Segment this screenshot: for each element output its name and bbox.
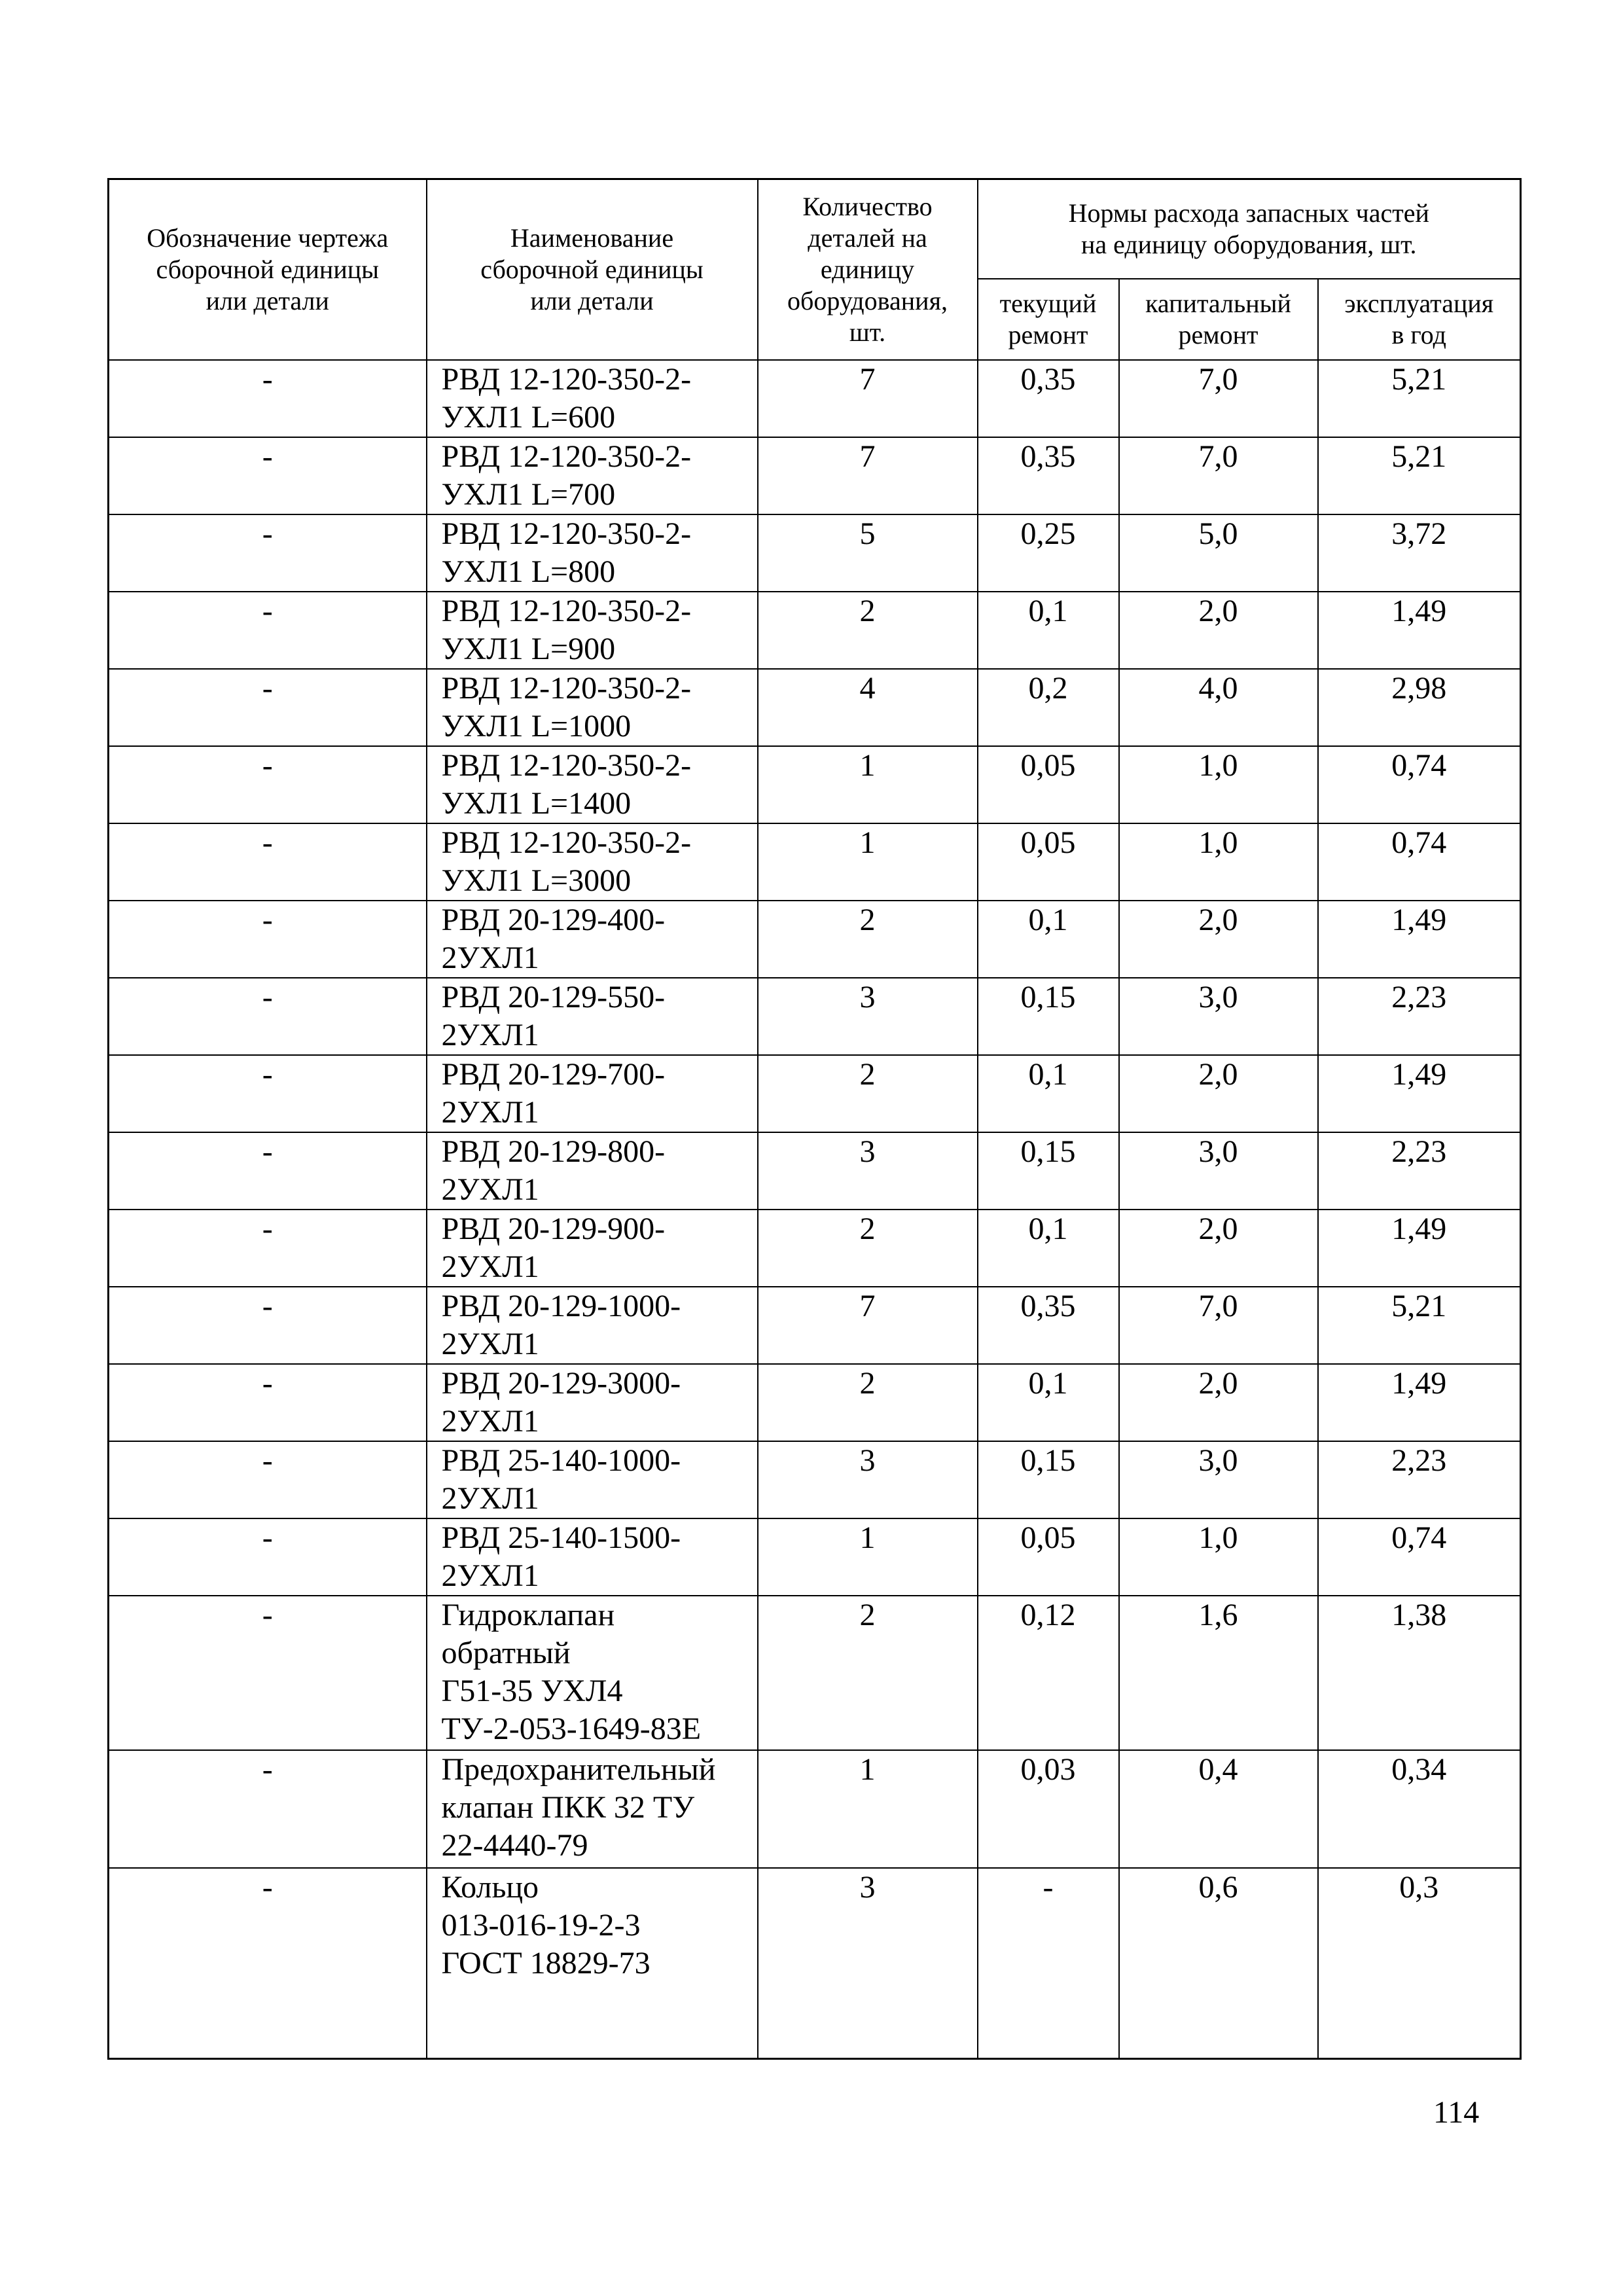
table-row bbox=[109, 823, 1521, 901]
quantity-cell: 3 bbox=[758, 1441, 978, 1518]
quantity-cell: 7 bbox=[758, 360, 978, 437]
spare-parts-table bbox=[107, 178, 1522, 2060]
table-row bbox=[109, 901, 1521, 978]
table-row bbox=[109, 1210, 1521, 1287]
current-repair-cell: 0,15 bbox=[978, 978, 1119, 1055]
name-cell: РВД 20-129-3000- 2УХЛ1 bbox=[427, 1364, 758, 1441]
capital-repair-cell: 5,0 bbox=[1119, 514, 1318, 592]
quantity-cell: 2 bbox=[758, 1210, 978, 1287]
capital-repair-cell: 7,0 bbox=[1119, 360, 1318, 437]
header-assembly-name: Наименование сборочной единицы или детали bbox=[427, 179, 758, 360]
table-row bbox=[109, 1750, 1521, 1868]
quantity-cell: 1 bbox=[758, 823, 978, 901]
capital-repair-cell: 3,0 bbox=[1119, 1441, 1318, 1518]
name-cell: РВД 12-120-350-2- УХЛ1 L=1000 bbox=[427, 669, 758, 746]
capital-repair-cell: 2,0 bbox=[1119, 901, 1318, 978]
operation-cell: 5,21 bbox=[1318, 437, 1521, 514]
operation-cell: 0,3 bbox=[1318, 1868, 1521, 2059]
drawing-cell: - bbox=[109, 901, 427, 978]
name-cell: Гидроклапан обратный Г51-35 УХЛ4 ТУ-2-053-1649-83Е bbox=[427, 1596, 758, 1750]
name-cell: РВД 20-129-700- 2УХЛ1 bbox=[427, 1055, 758, 1132]
name-cell: РВД 20-129-900- 2УХЛ1 bbox=[427, 1210, 758, 1287]
name-cell: РВД 12-120-350-2- УХЛ1 L=600 bbox=[427, 360, 758, 437]
current-repair-cell: 0,35 bbox=[978, 360, 1119, 437]
drawing-cell: - bbox=[109, 669, 427, 746]
name-cell: РВД 25-140-1000- 2УХЛ1 bbox=[427, 1441, 758, 1518]
drawing-cell: - bbox=[109, 437, 427, 514]
capital-repair-cell: 1,0 bbox=[1119, 823, 1318, 901]
operation-cell: 3,72 bbox=[1318, 514, 1521, 592]
current-repair-cell: 0,2 bbox=[978, 669, 1119, 746]
capital-repair-cell: 3,0 bbox=[1119, 978, 1318, 1055]
drawing-cell: - bbox=[109, 1596, 427, 1750]
name-cell: РВД 20-129-400- 2УХЛ1 bbox=[427, 901, 758, 978]
table-row bbox=[109, 1441, 1521, 1518]
quantity-cell: 1 bbox=[758, 1518, 978, 1596]
drawing-cell: - bbox=[109, 1518, 427, 1596]
capital-repair-cell: 3,0 bbox=[1119, 1132, 1318, 1210]
drawing-cell: - bbox=[109, 823, 427, 901]
current-repair-cell: 0,05 bbox=[978, 1518, 1119, 1596]
current-repair-cell: 0,35 bbox=[978, 437, 1119, 514]
capital-repair-cell: 2,0 bbox=[1119, 592, 1318, 669]
name-cell: Кольцо 013-016-19-2-3 ГОСТ 18829-73 bbox=[427, 1868, 758, 2059]
table-row bbox=[109, 1364, 1521, 1441]
header-quantity: Количество деталей на единицу оборудования, шт. bbox=[758, 179, 978, 360]
page-number: 114 bbox=[1433, 2095, 1480, 2130]
quantity-cell: 2 bbox=[758, 901, 978, 978]
table-row bbox=[109, 1518, 1521, 1596]
name-cell: РВД 20-129-550- 2УХЛ1 bbox=[427, 978, 758, 1055]
drawing-cell: - bbox=[109, 1132, 427, 1210]
operation-cell: 0,74 bbox=[1318, 746, 1521, 823]
quantity-cell: 5 bbox=[758, 514, 978, 592]
current-repair-cell: 0,15 bbox=[978, 1441, 1119, 1518]
capital-repair-cell: 2,0 bbox=[1119, 1364, 1318, 1441]
operation-cell: 1,49 bbox=[1318, 901, 1521, 978]
table-row bbox=[109, 514, 1521, 592]
capital-repair-cell: 2,0 bbox=[1119, 1210, 1318, 1287]
operation-cell: 1,38 bbox=[1318, 1596, 1521, 1750]
name-cell: РВД 12-120-350-2- УХЛ1 L=1400 bbox=[427, 746, 758, 823]
current-repair-cell: 0,03 bbox=[978, 1750, 1119, 1868]
header-operation-per-year: эксплуатация в год bbox=[1318, 279, 1521, 360]
capital-repair-cell: 1,6 bbox=[1119, 1596, 1318, 1750]
table-row bbox=[109, 1055, 1521, 1132]
quantity-cell: 1 bbox=[758, 1750, 978, 1868]
drawing-cell: - bbox=[109, 592, 427, 669]
quantity-cell: 4 bbox=[758, 669, 978, 746]
current-repair-cell: 0,1 bbox=[978, 1055, 1119, 1132]
drawing-cell: - bbox=[109, 1441, 427, 1518]
current-repair-cell: 0,25 bbox=[978, 514, 1119, 592]
capital-repair-cell: 0,6 bbox=[1119, 1868, 1318, 2059]
name-cell: РВД 20-129-1000- 2УХЛ1 bbox=[427, 1287, 758, 1364]
capital-repair-cell: 1,0 bbox=[1119, 746, 1318, 823]
drawing-cell: - bbox=[109, 1364, 427, 1441]
capital-repair-cell: 7,0 bbox=[1119, 1287, 1318, 1364]
capital-repair-cell: 4,0 bbox=[1119, 669, 1318, 746]
quantity-cell: 2 bbox=[758, 1055, 978, 1132]
operation-cell: 2,98 bbox=[1318, 669, 1521, 746]
table-row bbox=[109, 669, 1521, 746]
name-cell: РВД 12-120-350-2- УХЛ1 L=3000 bbox=[427, 823, 758, 901]
current-repair-cell: - bbox=[978, 1868, 1119, 2059]
operation-cell: 1,49 bbox=[1318, 1210, 1521, 1287]
drawing-cell: - bbox=[109, 1287, 427, 1364]
drawing-cell: - bbox=[109, 360, 427, 437]
table-row bbox=[109, 360, 1521, 437]
operation-cell: 0,34 bbox=[1318, 1750, 1521, 1868]
quantity-cell: 3 bbox=[758, 1868, 978, 2059]
table-row bbox=[109, 1596, 1521, 1750]
operation-cell: 2,23 bbox=[1318, 1441, 1521, 1518]
header-current-repair: текущий ремонт bbox=[978, 279, 1119, 360]
current-repair-cell: 0,1 bbox=[978, 592, 1119, 669]
header-drawing-designation: Обозначение чертежа сборочной единицы или детали bbox=[109, 179, 427, 360]
operation-cell: 1,49 bbox=[1318, 1055, 1521, 1132]
current-repair-cell: 0,1 bbox=[978, 1210, 1119, 1287]
current-repair-cell: 0,1 bbox=[978, 1364, 1119, 1441]
capital-repair-cell: 7,0 bbox=[1119, 437, 1318, 514]
operation-cell: 0,74 bbox=[1318, 823, 1521, 901]
operation-cell: 5,21 bbox=[1318, 360, 1521, 437]
quantity-cell: 7 bbox=[758, 437, 978, 514]
table-row bbox=[109, 1287, 1521, 1364]
name-cell: РВД 20-129-800- 2УХЛ1 bbox=[427, 1132, 758, 1210]
current-repair-cell: 0,15 bbox=[978, 1132, 1119, 1210]
table-row bbox=[109, 592, 1521, 669]
current-repair-cell: 0,12 bbox=[978, 1596, 1119, 1750]
name-cell: РВД 12-120-350-2- УХЛ1 L=800 bbox=[427, 514, 758, 592]
drawing-cell: - bbox=[109, 746, 427, 823]
operation-cell: 1,49 bbox=[1318, 1364, 1521, 1441]
name-cell: РВД 12-120-350-2- УХЛ1 L=900 bbox=[427, 592, 758, 669]
operation-cell: 2,23 bbox=[1318, 978, 1521, 1055]
operation-cell: 1,49 bbox=[1318, 592, 1521, 669]
operation-cell: 2,23 bbox=[1318, 1132, 1521, 1210]
current-repair-cell: 0,05 bbox=[978, 746, 1119, 823]
operation-cell: 0,74 bbox=[1318, 1518, 1521, 1596]
quantity-cell: 3 bbox=[758, 1132, 978, 1210]
drawing-cell: - bbox=[109, 514, 427, 592]
current-repair-cell: 0,1 bbox=[978, 901, 1119, 978]
quantity-cell: 2 bbox=[758, 592, 978, 669]
quantity-cell: 3 bbox=[758, 978, 978, 1055]
drawing-cell: - bbox=[109, 1868, 427, 2059]
table-row bbox=[109, 437, 1521, 514]
capital-repair-cell: 0,4 bbox=[1119, 1750, 1318, 1868]
drawing-cell: - bbox=[109, 1750, 427, 1868]
quantity-cell: 2 bbox=[758, 1596, 978, 1750]
header-consumption-norms: Нормы расхода запасных частей на единицу оборудования, шт. bbox=[978, 179, 1521, 279]
current-repair-cell: 0,35 bbox=[978, 1287, 1119, 1364]
capital-repair-cell: 1,0 bbox=[1119, 1518, 1318, 1596]
quantity-cell: 7 bbox=[758, 1287, 978, 1364]
drawing-cell: - bbox=[109, 978, 427, 1055]
drawing-cell: - bbox=[109, 1055, 427, 1132]
table-row bbox=[109, 746, 1521, 823]
current-repair-cell: 0,05 bbox=[978, 823, 1119, 901]
name-cell: РВД 25-140-1500- 2УХЛ1 bbox=[427, 1518, 758, 1596]
table-row bbox=[109, 978, 1521, 1055]
header-capital-repair: капитальный ремонт bbox=[1119, 279, 1318, 360]
capital-repair-cell: 2,0 bbox=[1119, 1055, 1318, 1132]
name-cell: РВД 12-120-350-2- УХЛ1 L=700 bbox=[427, 437, 758, 514]
name-cell: Предохранительный клапан ПКК 32 ТУ 22-4440-79 bbox=[427, 1750, 758, 1868]
table-row bbox=[109, 1868, 1521, 2059]
operation-cell: 5,21 bbox=[1318, 1287, 1521, 1364]
table-row bbox=[109, 1132, 1521, 1210]
quantity-cell: 1 bbox=[758, 746, 978, 823]
drawing-cell: - bbox=[109, 1210, 427, 1287]
quantity-cell: 2 bbox=[758, 1364, 978, 1441]
